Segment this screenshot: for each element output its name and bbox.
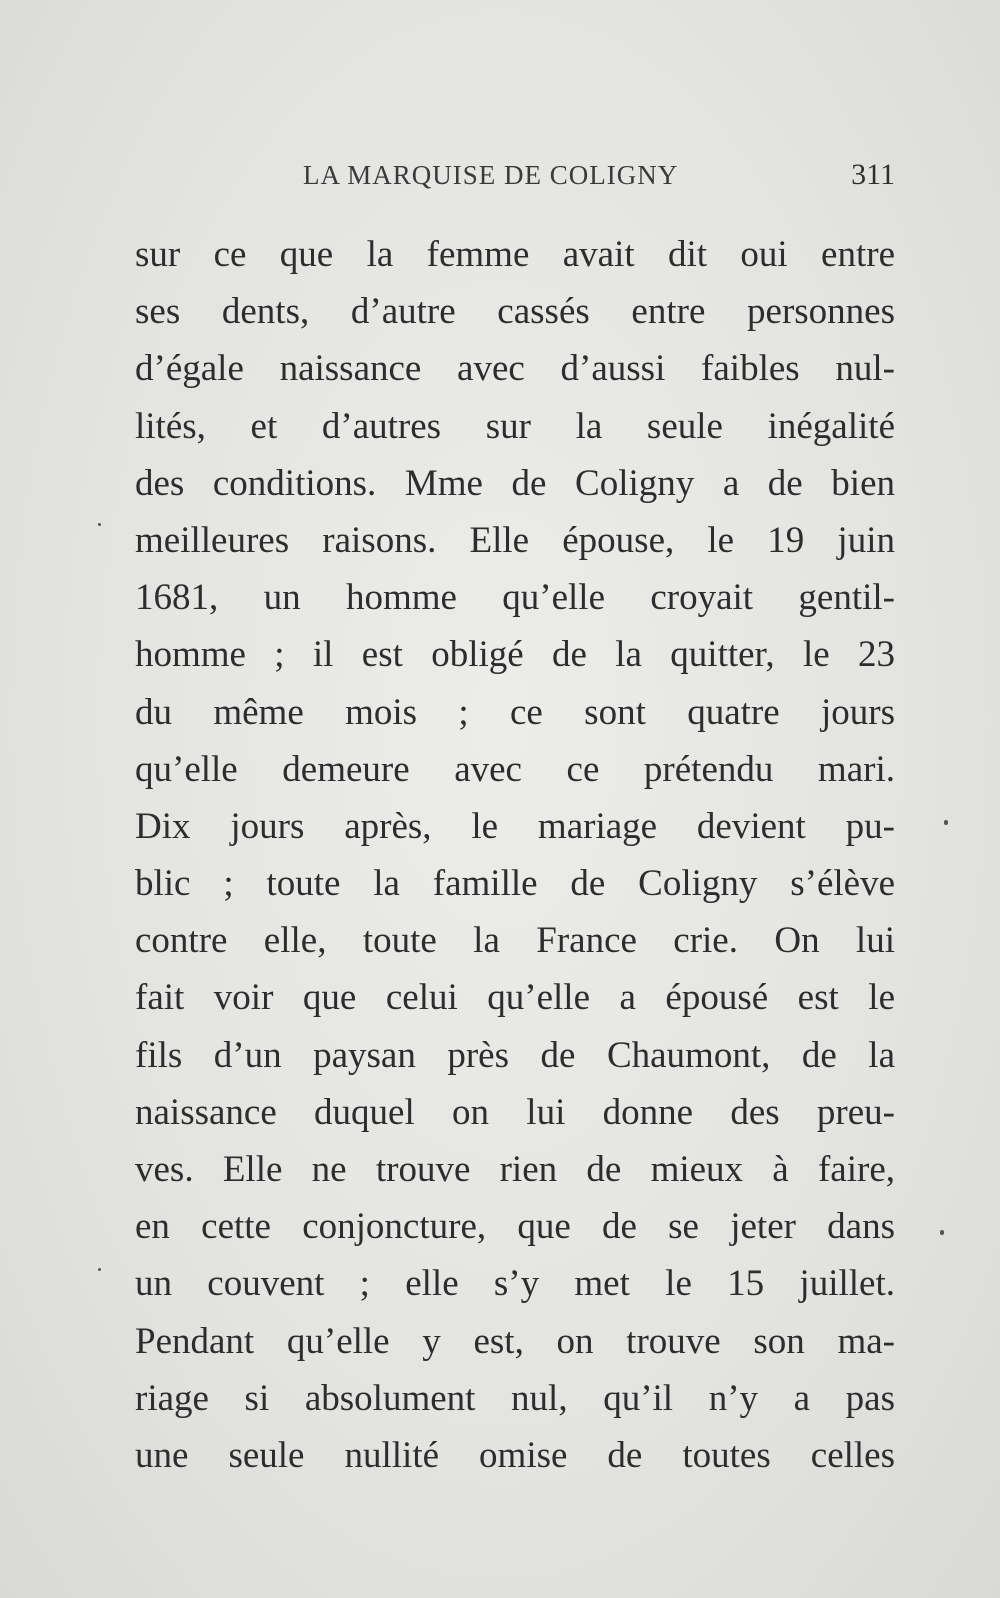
text-line: riage si absolument nul, qu’il n’y a pas — [135, 1377, 895, 1419]
body-text — [135, 226, 895, 1484]
ink-speck — [944, 820, 948, 825]
text-line: un couvent ; elle s’y met le 15 juillet. — [135, 1263, 895, 1305]
page-header — [135, 160, 895, 200]
text-line: contre elle, toute la France crie. On lui — [135, 920, 895, 962]
text-line: 1681, un homme qu’elle croyait gentil- — [135, 577, 895, 619]
text-line: une seule nullité omise de toutes celles — [135, 1434, 895, 1476]
ink-speck — [940, 1230, 944, 1235]
text-line: homme ; il est obligé de la quitter, le 23 — [135, 634, 895, 676]
text-line: des conditions. Mme de Coligny a de bien — [135, 462, 895, 504]
text-line: qu’elle demeure avec ce prétendu mari. — [135, 748, 895, 790]
ink-speck — [98, 1268, 101, 1271]
text-line: ses dents, d’autre cassés entre personnes — [135, 291, 895, 333]
running-title: LA MARQUISE DE COLIGNY — [303, 160, 679, 190]
text-line: d’égale naissance avec d’aussi faibles nul- — [135, 348, 895, 390]
text-line: fait voir que celui qu’elle a épousé est le — [135, 977, 895, 1019]
text-line: blic ; toute la famille de Coligny s’élève — [135, 863, 895, 905]
text-line: du même mois ; ce sont quatre jours — [135, 691, 895, 733]
text-line: meilleures raisons. Elle épouse, le 19 juin — [135, 519, 895, 561]
ink-speck — [98, 523, 101, 526]
text-line: Dix jours après, le mariage devient pu- — [135, 805, 895, 847]
text-line: fils d’un paysan près de Chaumont, de la — [135, 1034, 895, 1076]
text-line: sur ce que la femme avait dit oui entre — [135, 234, 895, 275]
text-line: lités, et d’autres sur la seule inégalité — [135, 405, 895, 447]
text-line: ves. Elle ne trouve rien de mieux à faire, — [135, 1149, 895, 1190]
page-number: 311 — [851, 158, 895, 191]
text-line: Pendant qu’elle y est, on trouve son ma- — [135, 1320, 895, 1362]
text-line: en cette conjoncture, que de se jeter dans — [135, 1206, 895, 1248]
text-line: naissance duquel on lui donne des preu- — [135, 1091, 895, 1133]
